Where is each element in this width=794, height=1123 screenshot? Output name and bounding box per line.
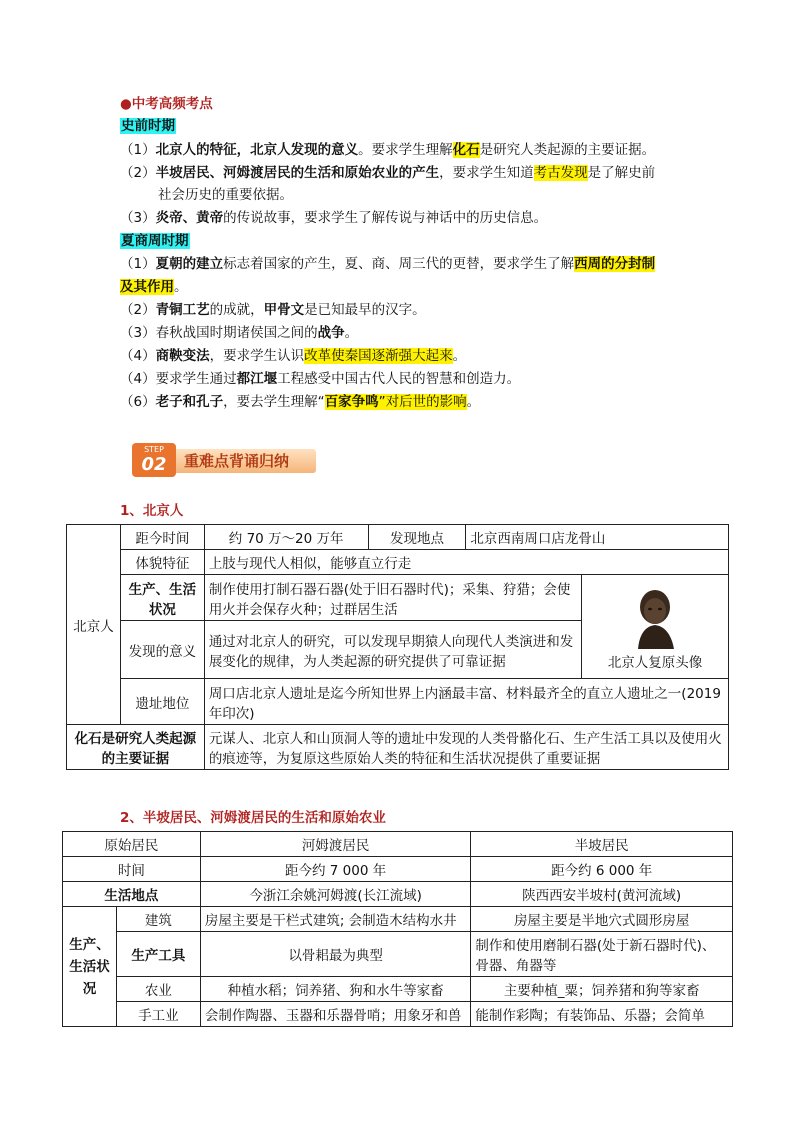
time-label: 距今时间: [120, 525, 204, 550]
craft-hemudu: 会制作陶器、玉器和乐器骨哨；用象牙和兽: [200, 1002, 471, 1027]
time-banpo: 距今约 6 000 年: [471, 857, 733, 882]
row-head: 北京人: [67, 525, 121, 725]
build-label: 建筑: [116, 907, 200, 932]
point-2: （2）半坡居民、河姆渡居民的生活和原始农业的产生，要求学生知道考古发现是了解史前: [120, 165, 656, 181]
significance-value: 通过对北京人的研究，可以发现早期猿人向现代人类演进和发展变化的规律，为人类起源的研究提供了可靠证据: [204, 621, 581, 679]
heading-peking-man: 1、北京人: [120, 503, 184, 519]
point-7: （4）商鞅变法，要求学生认识改革使秦国逐渐强大起来。: [120, 348, 467, 364]
time-hemudu: 距今约 7 000 年: [200, 857, 471, 882]
status-label: 遗址地位: [120, 679, 204, 725]
feature-value: 上肢与现代人相似，能够直立行走: [204, 550, 728, 575]
craft-banpo: 能制作彩陶；有装饰品、乐器；会简单: [471, 1002, 733, 1027]
heading-banpo-hemudu: 2、半坡居民、河姆渡居民的生活和原始农业: [120, 810, 386, 826]
site-label: 发现地点: [368, 525, 466, 550]
craft-label: 手工业: [116, 1002, 200, 1027]
point-9: （6）老子和孔子，要去学生理解“百家争鸣”对后世的影响。: [120, 394, 481, 410]
status-value: 周口店北京人遗址是迄今所知世界上内涵最丰富、材料最齐全的直立人遗址之一(2019 年印次): [204, 679, 728, 725]
header-residents: 原始居民: [63, 832, 201, 857]
tool-banpo: 制作和使用磨制石器(处于新石器时代)、骨器、角器等: [471, 932, 733, 977]
point-3: （3）炎帝、黄帝的传说故事，要求学生了解传说与神话中的历史信息。: [120, 210, 548, 226]
point-2-cont: 社会历史的重要依据。: [158, 187, 293, 203]
fossil-value: 元谋人、北京人和山顶洞人等的遗址中发现的人类骨骼化石、生产生活工具以及使用火的痕迹等，为复原这些原始人类的特征和生活状况提供了重要证据: [204, 725, 728, 770]
agri-hemudu: 种植水稻；饲养猪、狗和水牛等家畜: [200, 977, 471, 1002]
bust-caption: 北京人复原头像: [607, 654, 703, 671]
point-1: （1）北京人的特征，北京人发现的意义。要求学生理解化石是研究人类起源的主要证据。: [120, 142, 656, 158]
step-banner: [132, 443, 318, 477]
time-value: 约 70 万～20 万年: [204, 525, 368, 550]
tag-xia-shang-zhou: 夏商周时期: [121, 233, 189, 249]
prod-value: 制作使用打制石器石器(处于旧石器时代)；采集、狩猎；会使用火并会保存火种；过群居生活: [204, 575, 581, 621]
step-label: STEP: [144, 445, 164, 454]
point-8: （4）要求学生通过都江堰工程感受中国古代人民的智慧和创造力。: [120, 371, 521, 387]
tool-hemudu: 以骨耜最为典型: [200, 932, 471, 977]
point-6: （3）春秋战国时期诸侯国之间的战争。: [120, 325, 359, 341]
tool-label: 生产工具: [116, 932, 200, 977]
point-5: （2）青铜工艺的成就，甲骨文是已知最早的汉字。: [120, 302, 426, 318]
point-4-cont: 及其作用。: [120, 279, 188, 295]
fossil-label: 化石是研究人类起源的主要证据: [67, 725, 205, 770]
place-label: 生活地点: [63, 882, 201, 907]
banpo-hemudu-table: [62, 831, 733, 1027]
header-hemudu: 河姆渡居民: [200, 832, 471, 857]
agri-label: 农业: [116, 977, 200, 1002]
point-4: （1）夏朝的建立标志着国家的产生，夏、商、周三代的更替，要求学生了解西周的分封制: [120, 256, 656, 272]
build-banpo: 房屋主要是半地穴式圆形房屋: [471, 907, 733, 932]
prod-label: 生产、生活状况: [120, 575, 204, 621]
step-title: 重难点背诵归纳: [184, 452, 290, 470]
peking-man-bust-image: [630, 587, 680, 649]
step-badge: [132, 443, 176, 477]
significance-label: 发现的意义: [120, 621, 204, 679]
place-hemudu: 今浙江余姚河姆渡(长江流域): [200, 882, 471, 907]
header-banpo: 半坡居民: [471, 832, 733, 857]
section-header: ●中考高频考点: [120, 96, 213, 112]
time-label: 时间: [63, 857, 201, 882]
step-number: 02: [141, 454, 167, 475]
agri-banpo: 主要种植_粟；饲养猪和狗等家畜: [471, 977, 733, 1002]
peking-man-table: [66, 524, 729, 770]
group-label: 生产、生活状况: [63, 907, 117, 1027]
site-value: 北京西南周口店龙骨山: [466, 525, 729, 550]
tag-prehistoric: 史前时期: [121, 118, 175, 134]
place-banpo: 陕西西安半坡村(黄河流域): [471, 882, 733, 907]
bust-cell: [582, 575, 729, 679]
feature-label: 体貌特征: [120, 550, 204, 575]
build-hemudu: 房屋主要是干栏式建筑; 会制造木结构水井: [200, 907, 471, 932]
